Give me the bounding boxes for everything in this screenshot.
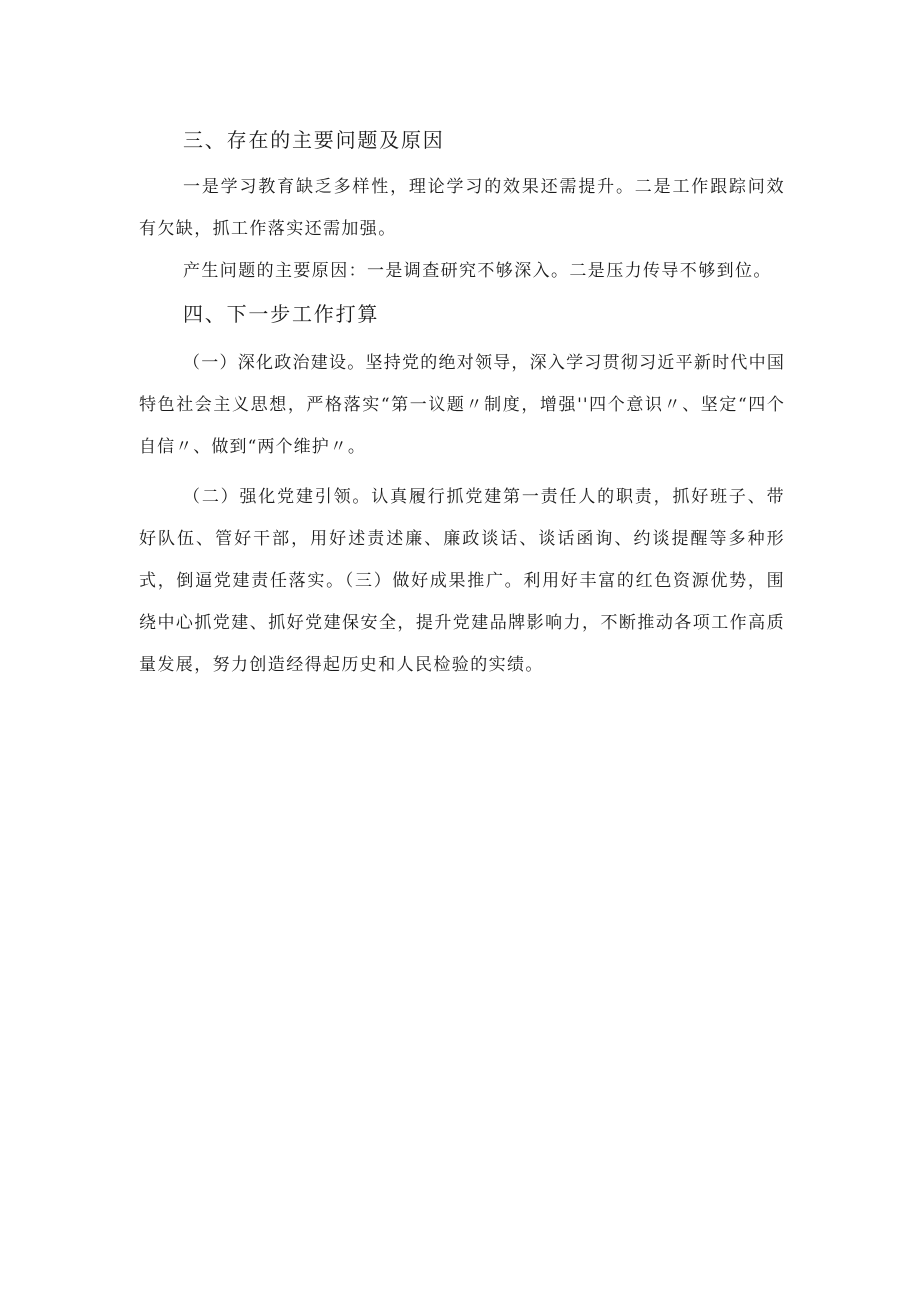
paragraph-party-leadership: （二）强化党建引领。认真履行抓党建第一责任人的职责，抓好班子、带好队伍、管好干部，用好述责述廉、廉政谈话、谈话函询、约谈提醒等多种形式，倒逼党建责任落实。（三）做好成果推广。利用好丰富的红色资源优势，围绕中心抓党建、抓好党建保安全，提升党建品牌影响力，不断推动各项工作高质量发展，努力创造经得起历史和人民检验的实绩。 bbox=[139, 487, 785, 675]
section-heading-next-steps: 四、下一步工作打算 bbox=[183, 302, 380, 326]
section-heading-problems: 三、存在的主要问题及原因 bbox=[183, 128, 445, 152]
paragraph-causes: 产生问题的主要原因：一是调查研究不够深入。二是压力传导不够到位。 bbox=[183, 261, 772, 281]
paragraph-problems: 一是学习教育缺乏多样性，理论学习的效果还需提升。二是工作跟踪问效有欠缺，抓工作落实还需加强。 bbox=[139, 177, 785, 239]
document-body bbox=[139, 118, 785, 686]
paragraph-political-building: （一）深化政治建设。坚持党的绝对领导，深入学习贯彻习近平新时代中国特色社会主义思想，严格落实“第一议题〃制度，增强''四个意识〃、坚定“四个自信〃、做到“两个维护〃。 bbox=[139, 353, 785, 457]
